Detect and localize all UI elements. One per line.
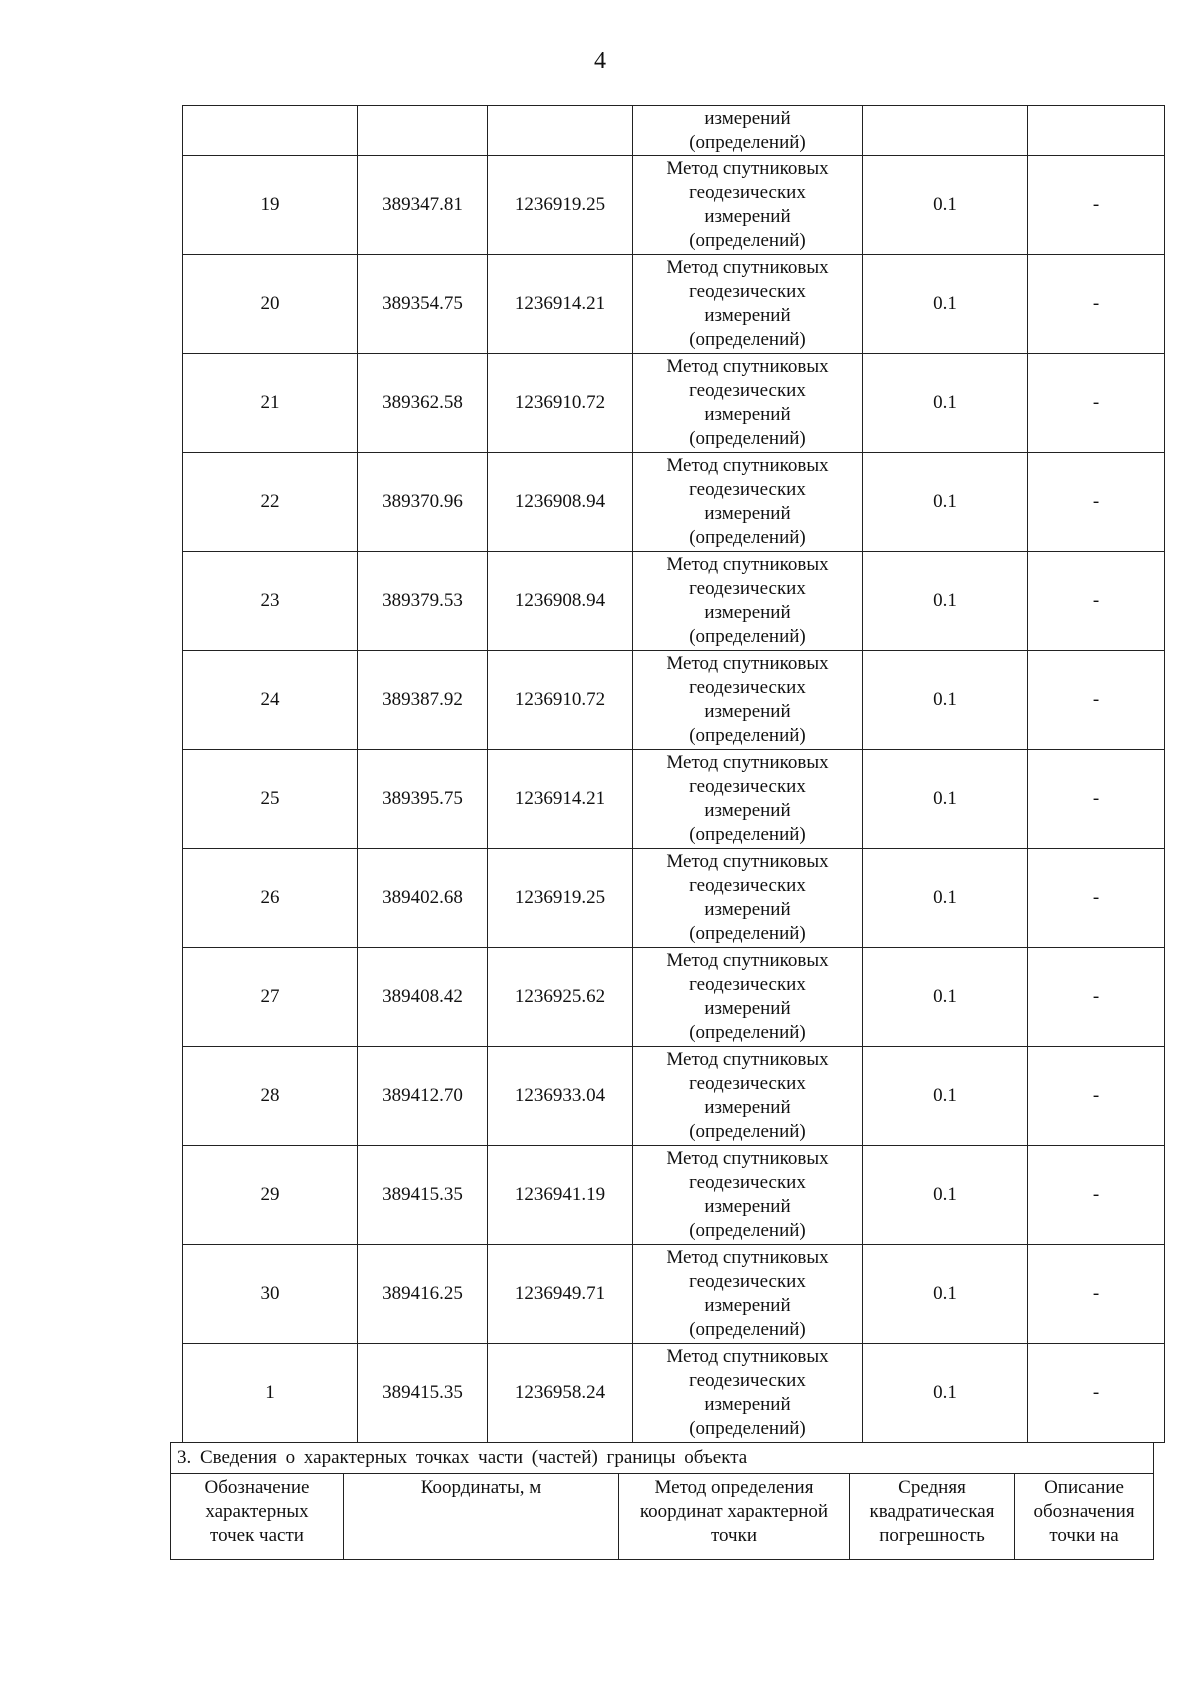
cell-point: 29 xyxy=(183,1146,358,1245)
cell-method: Метод спутниковых геодезических измерений (определений) xyxy=(633,1047,863,1146)
cell-x: 389362.58 xyxy=(358,354,488,453)
cell-point: 28 xyxy=(183,1047,358,1146)
table-row xyxy=(183,255,1165,354)
cell-point: 1 xyxy=(183,1344,358,1443)
cell-description: - xyxy=(1028,453,1165,552)
cell-method: Метод спутниковых геодезических измерений (определений) xyxy=(633,552,863,651)
section3-table xyxy=(170,1442,1154,1560)
cell-point: 24 xyxy=(183,651,358,750)
cell-method: Метод спутниковых геодезических измерений (определений) xyxy=(633,1146,863,1245)
section3-title: 3. Сведения о характерных точках части (частей) границы объекта xyxy=(171,1443,1154,1474)
cell-x: 389408.42 xyxy=(358,948,488,1047)
cell-method: Метод спутниковых геодезических измерений (определений) xyxy=(633,849,863,948)
cell-x: 389415.35 xyxy=(358,1146,488,1245)
cell-method: Метод спутниковых геодезических измерений (определений) xyxy=(633,156,863,255)
cell-error: 0.1 xyxy=(863,354,1028,453)
cell-point: 19 xyxy=(183,156,358,255)
cell-method: Метод спутниковых геодезических измерений (определений) xyxy=(633,750,863,849)
cell-x xyxy=(358,106,488,156)
cell-x: 389387.92 xyxy=(358,651,488,750)
cell-x: 389370.96 xyxy=(358,453,488,552)
cell-point: 26 xyxy=(183,849,358,948)
cell-method: Метод спутниковых геодезических измерений (определений) xyxy=(633,354,863,453)
cell-point xyxy=(183,106,358,156)
cell-y: 1236919.25 xyxy=(488,849,633,948)
cell-method: Метод спутниковых геодезических измерений (определений) xyxy=(633,453,863,552)
cell-method: Метод спутниковых геодезических измерений (определений) xyxy=(633,948,863,1047)
cell-error: 0.1 xyxy=(863,453,1028,552)
header-method: Метод определения координат характерной точки xyxy=(619,1474,850,1560)
cell-error: 0.1 xyxy=(863,750,1028,849)
cell-x: 389402.68 xyxy=(358,849,488,948)
cell-method: Метод спутниковых геодезических измерений (определений) xyxy=(633,1245,863,1344)
cell-point: 25 xyxy=(183,750,358,849)
cell-y: 1236958.24 xyxy=(488,1344,633,1443)
table-row xyxy=(183,1146,1165,1245)
cell-description: - xyxy=(1028,1047,1165,1146)
cell-error: 0.1 xyxy=(863,651,1028,750)
cell-point: 27 xyxy=(183,948,358,1047)
cell-point: 23 xyxy=(183,552,358,651)
characteristic-points-table xyxy=(182,105,1165,1443)
cell-method: Метод спутниковых геодезических измерений (определений) xyxy=(633,651,863,750)
cell-y: 1236910.72 xyxy=(488,651,633,750)
cell-y: 1236941.19 xyxy=(488,1146,633,1245)
cell-y: 1236908.94 xyxy=(488,453,633,552)
cell-description: - xyxy=(1028,552,1165,651)
cell-error: 0.1 xyxy=(863,552,1028,651)
cell-error: 0.1 xyxy=(863,156,1028,255)
cell-method: Метод спутниковых геодезических измерений (определений) xyxy=(633,1344,863,1443)
cell-description: - xyxy=(1028,156,1165,255)
table-row xyxy=(183,453,1165,552)
cell-y: 1236910.72 xyxy=(488,354,633,453)
cell-y: 1236914.21 xyxy=(488,750,633,849)
cell-description: - xyxy=(1028,750,1165,849)
table-row xyxy=(183,948,1165,1047)
cell-y: 1236914.21 xyxy=(488,255,633,354)
cell-x: 389415.35 xyxy=(358,1344,488,1443)
header-description: Описание обозначения точки на xyxy=(1015,1474,1154,1560)
cell-description: - xyxy=(1028,1245,1165,1344)
table-row xyxy=(183,651,1165,750)
table-row xyxy=(183,354,1165,453)
cell-point: 21 xyxy=(183,354,358,453)
cell-error: 0.1 xyxy=(863,948,1028,1047)
cell-x: 389354.75 xyxy=(358,255,488,354)
table-row-continuation xyxy=(183,106,1165,156)
cell-y: 1236919.25 xyxy=(488,156,633,255)
header-point-designation: Обозначение характерных точек части xyxy=(171,1474,344,1560)
cell-description xyxy=(1028,106,1165,156)
cell-description: - xyxy=(1028,849,1165,948)
cell-error: 0.1 xyxy=(863,1245,1028,1344)
cell-description: - xyxy=(1028,1146,1165,1245)
table-row xyxy=(183,1344,1165,1443)
cell-y: 1236925.62 xyxy=(488,948,633,1047)
section3-header-row xyxy=(171,1474,1154,1560)
cell-error: 0.1 xyxy=(863,1146,1028,1245)
table-row xyxy=(183,1245,1165,1344)
header-error: Средняя квадратическая погрешность xyxy=(850,1474,1015,1560)
cell-x: 389412.70 xyxy=(358,1047,488,1146)
page-number: 4 xyxy=(594,48,606,74)
cell-error: 0.1 xyxy=(863,849,1028,948)
cell-x: 389347.81 xyxy=(358,156,488,255)
table-row xyxy=(183,849,1165,948)
cell-error: 0.1 xyxy=(863,1047,1028,1146)
cell-point: 22 xyxy=(183,453,358,552)
cell-y: 1236933.04 xyxy=(488,1047,633,1146)
cell-error: 0.1 xyxy=(863,255,1028,354)
table-row xyxy=(183,1047,1165,1146)
cell-y: 1236949.71 xyxy=(488,1245,633,1344)
cell-method: измерений (определений) xyxy=(633,106,863,156)
cell-description: - xyxy=(1028,948,1165,1047)
cell-x: 389379.53 xyxy=(358,552,488,651)
cell-y: 1236908.94 xyxy=(488,552,633,651)
cell-point: 20 xyxy=(183,255,358,354)
cell-x: 389395.75 xyxy=(358,750,488,849)
cell-error: 0.1 xyxy=(863,1344,1028,1443)
cell-description: - xyxy=(1028,1344,1165,1443)
cell-point: 30 xyxy=(183,1245,358,1344)
cell-description: - xyxy=(1028,651,1165,750)
table-row xyxy=(183,156,1165,255)
cell-y xyxy=(488,106,633,156)
header-coordinates: Координаты, м xyxy=(344,1474,619,1560)
cell-error xyxy=(863,106,1028,156)
cell-x: 389416.25 xyxy=(358,1245,488,1344)
table-row xyxy=(183,750,1165,849)
cell-description: - xyxy=(1028,255,1165,354)
cell-description: - xyxy=(1028,354,1165,453)
table-row xyxy=(183,552,1165,651)
cell-method: Метод спутниковых геодезических измерений (определений) xyxy=(633,255,863,354)
